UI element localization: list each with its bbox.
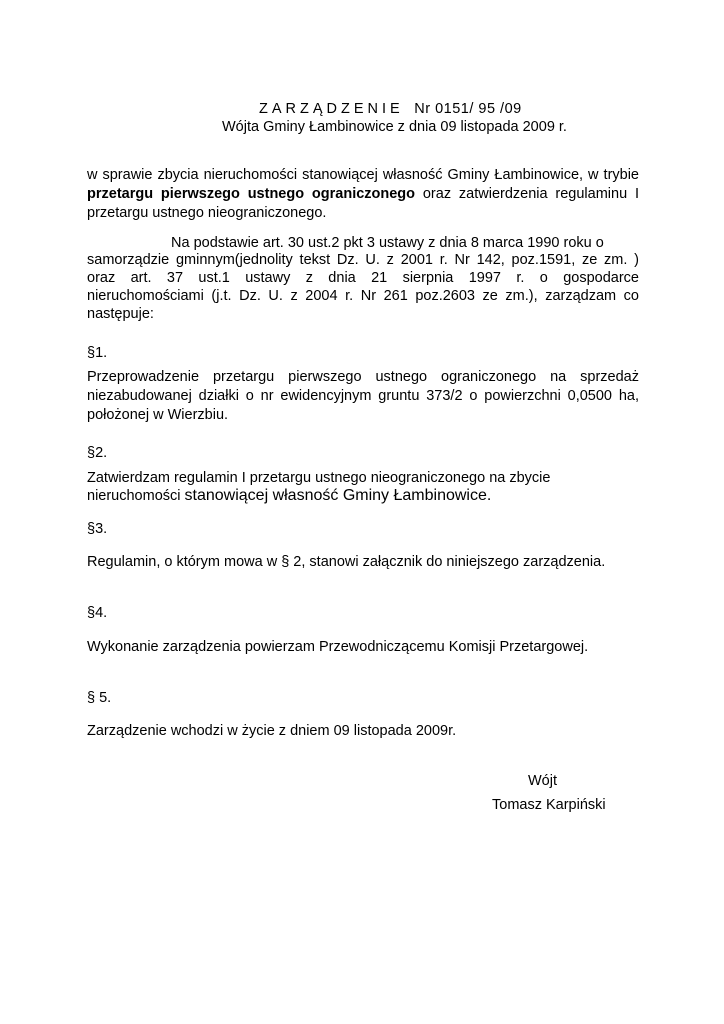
section-5-text: Zarządzenie wchodzi w życie z dniem 09 listopada 2009r. xyxy=(87,723,457,739)
section-4-text: Wykonanie zarządzenia powierzam Przewodniczącemu Komisji Przetargowej. xyxy=(87,639,589,655)
section-1-line: Przeprowadzenie przetargu pierwszego ustnego ograniczonego na sprzedaż xyxy=(87,369,639,385)
preamble-line: następuje: xyxy=(87,306,154,322)
section-1-line: położonej w Wierzbiu. xyxy=(87,407,229,423)
section-2-line xyxy=(87,487,491,505)
subject-line: przetargu ustnego nieograniczonego. xyxy=(87,205,327,221)
document-title xyxy=(259,100,522,118)
section-2-line: Zatwierdzam regulamin I przetargu ustnego nieograniczonego na zbycie xyxy=(87,470,551,486)
preamble-line: samorządzie gminnym(jednolity tekst Dz. U. z 2001 r. Nr 142, poz.1591, ze zm. ) xyxy=(87,252,639,268)
section-4-heading: §4. xyxy=(87,605,108,621)
preamble-line: oraz art. 37 ust.1 ustawy z dnia 21 sierpnia 1997 r. o gospodarce xyxy=(87,270,639,286)
signature-role: Wójt xyxy=(528,773,557,789)
section-1-line: niezabudowanej działki o nr ewidencyjnym gruntu 373/2 o powierzchni 0,0500 ha, xyxy=(87,388,639,404)
subject-paragraph xyxy=(87,166,639,223)
section-5-heading: § 5. xyxy=(87,690,112,706)
subject-line: w sprawie zbycia nieruchomości stanowiącej własność Gminy Łambinowice, w trybie xyxy=(87,167,639,183)
subject-bold-phrase: przetargu pierwszego ustnego ograniczonego xyxy=(87,186,416,202)
document-subtitle: Wójta Gminy Łambinowice z dnia 09 listopada 2009 r. xyxy=(222,119,567,135)
section-2-line-start: nieruchomości xyxy=(87,488,185,504)
section-3-heading: §3. xyxy=(87,521,108,537)
title-number: Nr 0151/ 95 /09 xyxy=(414,101,522,117)
section-1-heading: §1. xyxy=(87,345,108,361)
preamble-line: nieruchomościami (j.t. Dz. U. z 2004 r. Nr 261 poz.2603 ze zm.), zarządzam co xyxy=(87,288,639,304)
section-1-body xyxy=(87,368,639,425)
title-word: ZARZĄDZENIE xyxy=(259,101,404,117)
subject-line-rest: oraz zatwierdzenia regulaminu I xyxy=(415,186,639,202)
section-3-text: Regulamin, o którym mowa w § 2, stanowi załącznik do niniejszego zarządzenia. xyxy=(87,554,606,570)
subject-line xyxy=(87,185,639,204)
preamble-line: Na podstawie art. 30 ust.2 pkt 3 ustawy z dnia 8 marca 1990 roku o xyxy=(171,235,604,251)
section-2-line-end: stanowiącej własność Gminy Łambinowice. xyxy=(184,487,492,504)
signature-name: Tomasz Karpiński xyxy=(492,797,606,813)
section-2-heading: §2. xyxy=(87,445,108,461)
preamble-paragraph xyxy=(87,251,639,323)
